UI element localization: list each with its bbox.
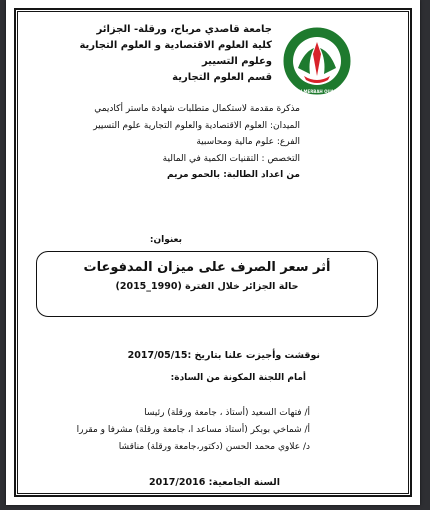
faculty-name: كلية العلوم الاقتصادية و العلوم التجارية وعلوم التسيير <box>79 40 272 67</box>
student-line: من اعداد الطالبة: بالحمو مريم <box>167 170 300 180</box>
branch-line: الفرع: علوم مالية ومحاسبية <box>196 137 300 147</box>
specialty-line: التخصص : التقنيات الكمية في المالية <box>162 153 300 164</box>
committee-member: د/ علاوي محمد الحسن (دكتور،جامعة ورقلة) مناقشا <box>118 442 310 452</box>
university-header <box>72 22 272 86</box>
defense-date: نوقشت وأجيزت علنا بتاريخ :2017/05/15 <box>127 350 320 361</box>
university-name: جامعة قاصدي مرباح، ورقلة- الجزائر <box>96 24 272 35</box>
memo-line: مذكرة مقدمة لاستكمال متطلبات شهادة ماستر أكاديمي <box>94 104 300 114</box>
field-line: الميدان: العلوم الاقتصادية والعلوم التجارية علوم التسيير <box>93 120 300 131</box>
academic-year: السنة الجامعية: 2017/2016 <box>148 477 280 488</box>
committee-member: أ/ شماخي بوبكر (أستاذ مساعد ا، جامعة ورقلة) مشرفا و مقررا <box>76 425 310 435</box>
university-logo <box>280 24 354 98</box>
title-box <box>36 251 378 317</box>
committee-list <box>10 405 310 456</box>
department-name: قسم العلوم التجارية <box>172 72 272 83</box>
thesis-info <box>80 101 300 184</box>
committee-member: أ/ فتهات السعيد (أستاذ ، جامعة ورقلة) رئيسا <box>144 408 310 418</box>
document-page <box>6 0 420 505</box>
committee-heading: أمام اللجنة المكونة من السادة: <box>170 373 306 383</box>
logo-bottom-text: KASDI MERBAH OUARGLA <box>288 89 346 94</box>
thesis-subtitle: حالة الجزائر خلال الفترة (1990_2015) <box>115 281 299 292</box>
title-label: بعنوان: <box>149 235 182 245</box>
thesis-title: أثر سعر الصرف على ميزان المدفوعات <box>83 260 331 275</box>
